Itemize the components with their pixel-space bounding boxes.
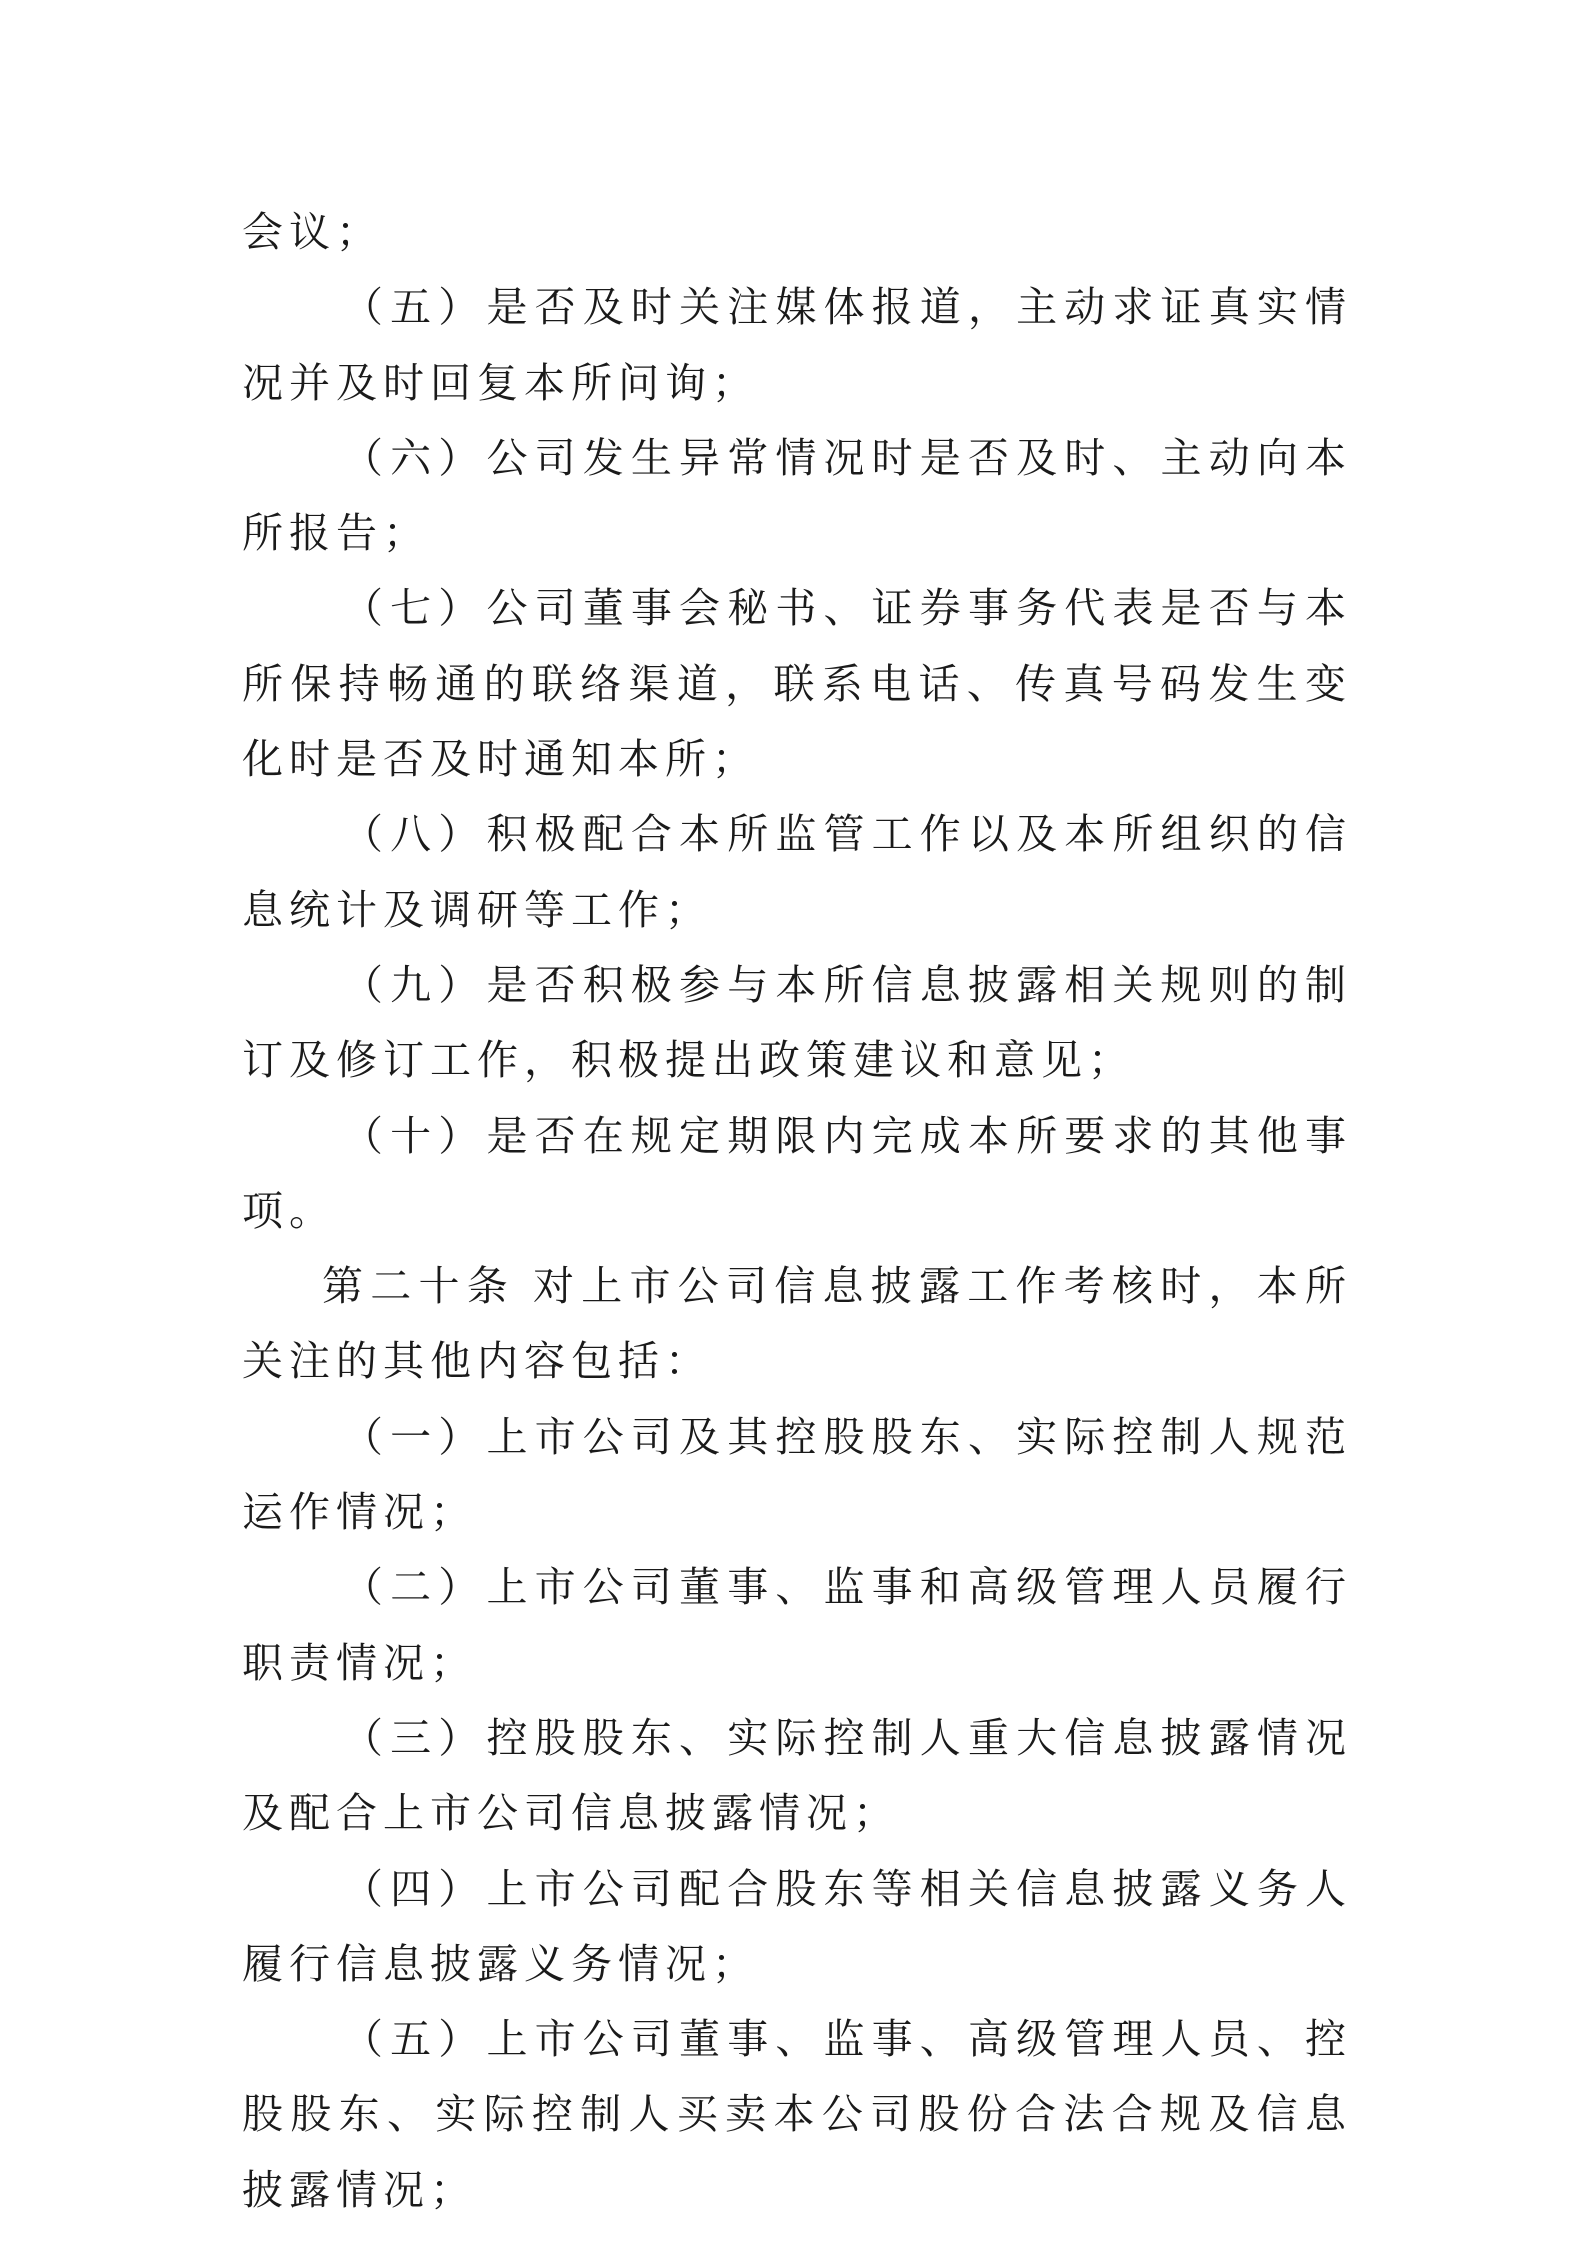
paragraph-item-6: （六）公司发生异常情况时是否及时、主动向本所报告； bbox=[242, 433, 1352, 558]
paragraph-item-7: （七）公司董事会秘书、证券事务代表是否与本所保持畅通的联络渠道，联系电话、传真号码发生变化时是否及时通知本所； bbox=[242, 584, 1352, 784]
paragraph-meeting-tail: 会议； bbox=[242, 208, 383, 256]
article-item-3: （三）控股股东、实际控制人重大信息披露情况及配合上市公司信息披露情况； bbox=[242, 1713, 1352, 1838]
article-20 bbox=[242, 1249, 1352, 1400]
article-item-2: （二）上市公司董事、监事和高级管理人员履行职责情况； bbox=[242, 1563, 1352, 1687]
article-item-1: （一）上市公司及其控股股东、实际控制人规范运作情况； bbox=[242, 1412, 1352, 1537]
paragraph-item-5: （五）是否及时关注媒体报道，主动求证真实情况并及时回复本所问询； bbox=[242, 283, 1352, 407]
article-heading: 第二十条 bbox=[322, 1262, 515, 1311]
paragraph-item-8: （八）积极配合本所监管工作以及本所组织的信息统计及调研等工作； bbox=[242, 810, 1352, 934]
article-item-5: （五）上市公司董事、监事、高级管理人员、控股股东、实际控制人买卖本公司股份合法合规及信息披露情况； bbox=[242, 2015, 1352, 2214]
article-item-4: （四）上市公司配合股东等相关信息披露义务人履行信息披露义务情况； bbox=[242, 1864, 1352, 1988]
document-body bbox=[242, 195, 1352, 2228]
paragraph-item-10: （十）是否在规定期限内完成本所要求的其他事项。 bbox=[242, 1111, 1352, 1235]
paragraph-item-9: （九）是否积极参与本所信息披露相关规则的制订及修订工作，积极提出政策建议和意见； bbox=[242, 960, 1352, 1085]
article-text: 对上市公司信息披露工作考核时，本所关注的其他内容包括： bbox=[242, 1262, 1352, 1386]
